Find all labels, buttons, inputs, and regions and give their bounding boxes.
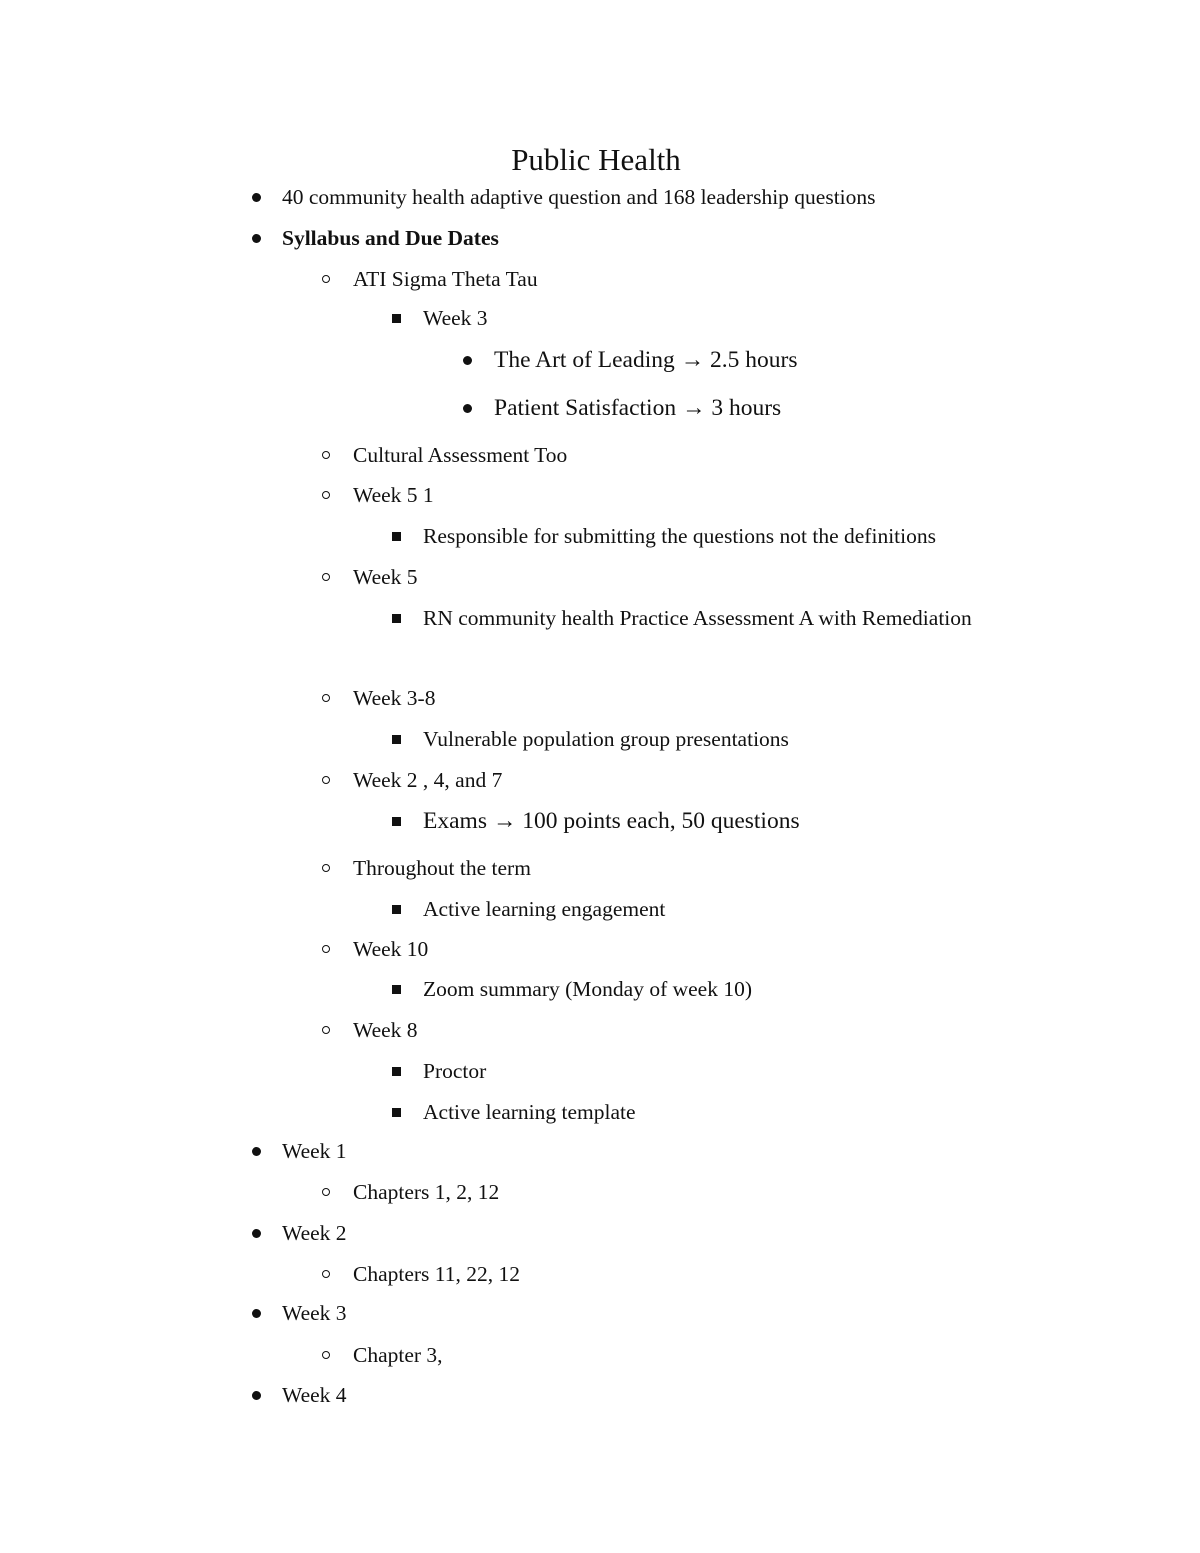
list-item-text: Syllabus and Due Dates [282,226,499,250]
list-item-text: Responsible for submitting the questions not the definitions [423,524,936,548]
list-item-text: Week 4 [282,1383,347,1407]
list-item-text: ATI Sigma Theta Tau [353,267,538,291]
list-item-text: 40 community health adaptive question and 168 leadership questions [282,185,876,209]
bullet-square-icon [388,521,404,551]
bullet-disc-icon [248,182,264,212]
list-item-text: RN community health Practice Assessment A with Remediation [423,606,972,630]
list-item-text: Week 3 [423,306,488,330]
list-item-text: Patient Satisfaction → 3 hours [494,395,782,421]
bullet-square-icon [388,724,404,754]
list-item-text: Cultural Assessment Too [353,443,568,467]
bullet-disc-icon [459,393,475,423]
bullet-disc-icon [248,1136,264,1166]
list-item-text: Week 2 , 4, and 7 [353,768,503,792]
list-item-text: Active learning engagement [423,897,666,921]
list-item-text: Exams → 100 points each, 50 questions [423,808,800,834]
list-item-text: Week 5 1 [353,483,434,507]
bullet-disc-icon [248,223,264,253]
list-item-text: Zoom summary (Monday of week 10) [423,977,752,1001]
bullet-square-icon [388,603,404,633]
list-item-text: Proctor [423,1059,487,1083]
bullet-disc-icon [459,345,475,375]
bullet-square-icon [388,303,404,333]
list-item-text: Week 1 [282,1139,347,1163]
bullet-circle-icon [318,264,334,294]
bullet-circle-icon [318,440,334,470]
bullet-square-icon [388,1056,404,1086]
bullet-disc-icon [248,1380,264,1410]
list-item-text: Week 8 [353,1018,418,1042]
bullet-disc-icon [248,1298,264,1328]
bullet-circle-icon [318,1259,334,1289]
list-item-text: Week 5 [353,565,418,589]
bullet-circle-icon [318,1340,334,1370]
bullet-square-icon [388,806,404,836]
bullet-circle-icon [318,934,334,964]
bullet-circle-icon [318,480,334,510]
list-item-text: Week 3-8 [353,686,436,710]
list-item-text: Week 10 [353,937,429,961]
bullet-circle-icon [318,853,334,883]
list-item-text: The Art of Leading → 2.5 hours [494,347,798,373]
list-item-text: Chapters 1, 2, 12 [353,1180,500,1204]
bullet-circle-icon [318,1177,334,1207]
bullet-square-icon [388,974,404,1004]
page-title: Public Health [511,142,681,177]
list-item-text: Vulnerable population group presentations [423,727,789,751]
bullet-circle-icon [318,562,334,592]
bullet-square-icon [388,894,404,924]
bullet-circle-icon [318,683,334,713]
list-item-text: Throughout the term [353,856,531,880]
bullet-square-icon [388,1097,404,1127]
list-item-text: Active learning template [423,1100,636,1124]
list-item-text: Chapters 11, 22, 12 [353,1262,521,1286]
bullet-circle-icon [318,765,334,795]
list-item-text: Week 3 [282,1301,347,1325]
bullet-disc-icon [248,1218,264,1248]
list-item-text: Chapter 3, [353,1343,443,1367]
list-item-text: Week 2 [282,1221,347,1245]
bullet-circle-icon [318,1015,334,1045]
